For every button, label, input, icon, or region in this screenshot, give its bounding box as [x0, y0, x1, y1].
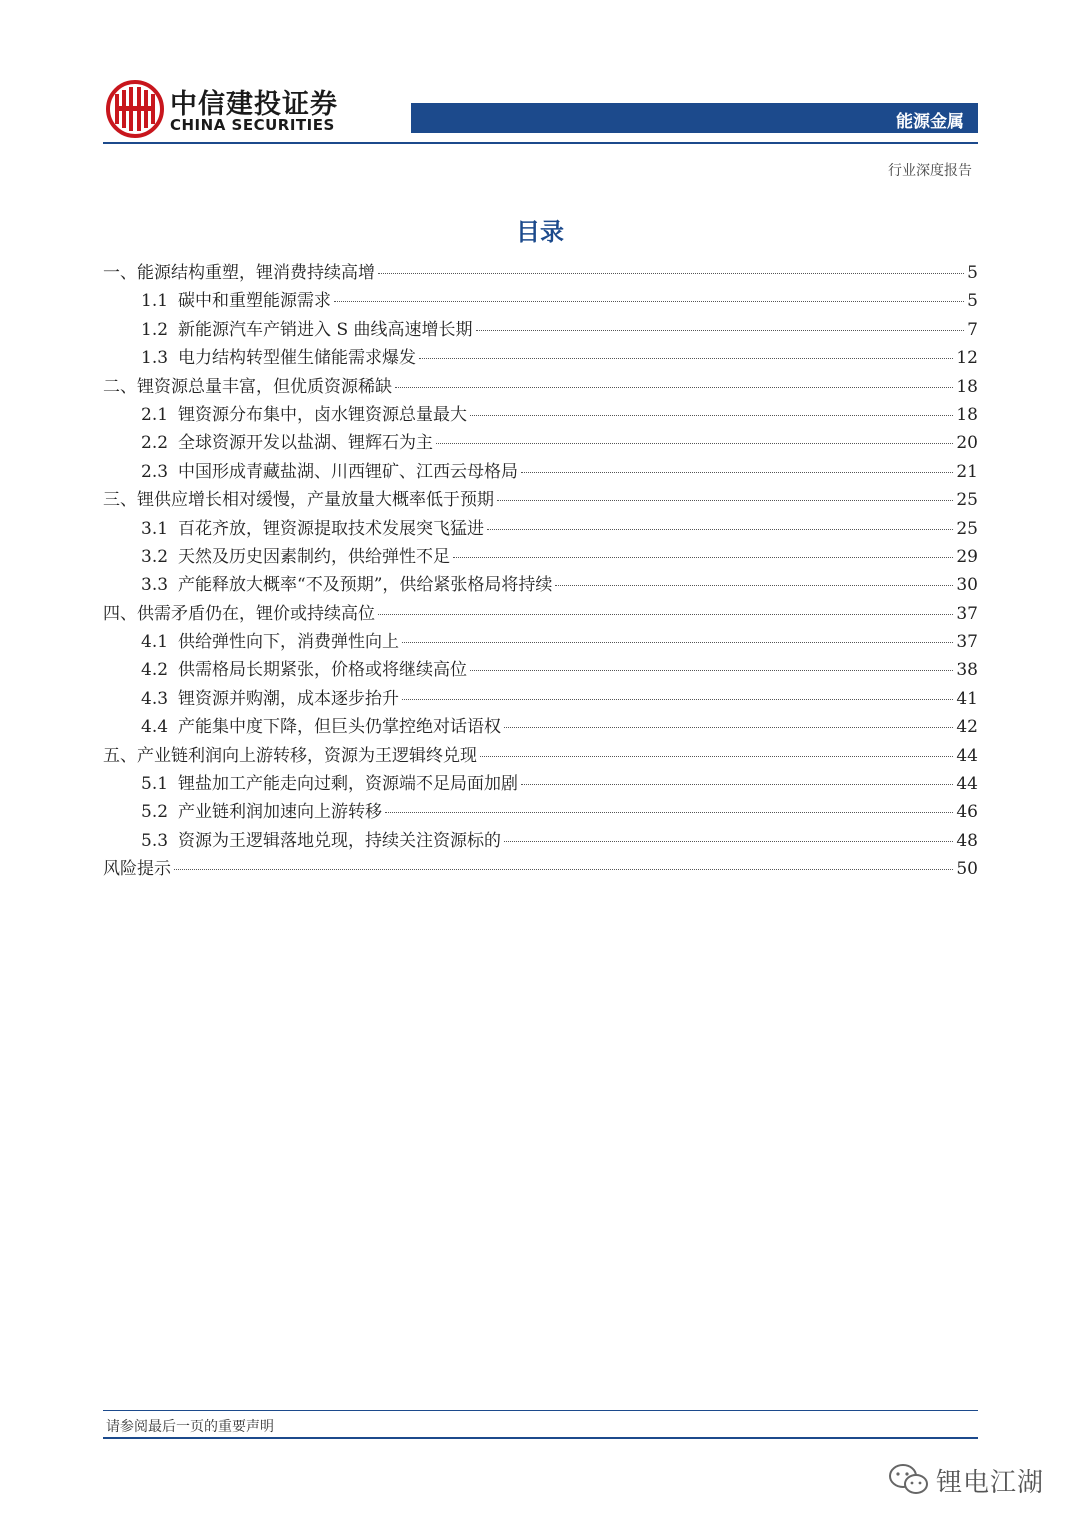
toc-page-number: 41: [956, 688, 978, 709]
toc-dot-leader: [470, 415, 953, 416]
toc-entry-number: 3.2: [141, 546, 169, 567]
toc-page-number: 7: [967, 319, 978, 340]
watermark: [888, 1460, 1058, 1500]
toc-entry-text: 五、产业链利润向上游转移，资源为王逻辑终兑现: [103, 745, 477, 766]
toc-entry-text: 全球资源开发以盐湖、锂辉石为主: [178, 433, 434, 454]
toc-entry[interactable]: [103, 854, 978, 882]
toc-dot-leader: [555, 585, 953, 586]
toc-page-number: 46: [956, 802, 978, 823]
toc-entry-label: [141, 343, 416, 368]
watermark-text: 锂电江湖: [936, 1468, 1045, 1498]
toc-page-number: 44: [956, 745, 978, 766]
toc-entry[interactable]: [103, 599, 978, 627]
toc-dot-leader: [174, 869, 953, 870]
toc-entry-label: [141, 315, 473, 340]
toc-entry-label: [103, 741, 477, 766]
toc-entry-label: [141, 400, 467, 425]
toc-dot-leader: [402, 642, 953, 643]
toc-dot-leader: [504, 727, 953, 728]
toc-entry-label: [103, 485, 494, 510]
toc-entry-number: 2.3: [141, 461, 169, 482]
report-type: 行业深度报告: [888, 163, 972, 179]
toc-entry-number: 5.2: [141, 802, 169, 823]
toc-dot-leader: [480, 756, 953, 757]
toc-entry-label: [103, 372, 392, 397]
toc-entry-text: 碳中和重塑能源需求: [178, 291, 332, 312]
toc-title: 目录: [516, 218, 564, 246]
logo-english-name: CHINA SECURITIES: [170, 116, 335, 134]
toc-entry-text: 锂资源并购潮，成本逐步抬升: [178, 688, 400, 709]
toc-page-number: 18: [956, 376, 978, 397]
toc-page-number: 18: [956, 404, 978, 425]
toc-entry-text: 锂资源分布集中，卤水锂资源总量最大: [178, 404, 468, 425]
toc-entry-number: 4.3: [141, 688, 169, 709]
toc-entry[interactable]: [103, 655, 978, 683]
toc-dot-leader: [378, 273, 964, 274]
toc-entry-text: 资源为王逻辑落地兑现，持续关注资源标的: [178, 830, 502, 851]
toc-entry[interactable]: [103, 627, 978, 655]
toc-entry-label: [141, 570, 552, 595]
toc-entry[interactable]: [103, 286, 978, 314]
toc-entry[interactable]: [103, 258, 978, 286]
toc-entry-text: 百花齐放，锂资源提取技术发展突飞猛进: [178, 518, 485, 539]
toc-entry-text: 中国形成青藏盐湖、川西锂矿、江西云母格局: [178, 461, 519, 482]
toc-entry-number: 1.3: [141, 348, 169, 369]
toc-page-number: 20: [956, 433, 978, 454]
header-divider: [103, 142, 978, 144]
toc-dot-leader: [497, 500, 953, 501]
toc-page-number: 5: [967, 263, 978, 283]
toc-entry-text: 一、能源结构重塑，锂消费持续高增: [103, 263, 375, 283]
toc-entry-text: 产业链利润加速向上游转移: [178, 802, 383, 823]
toc-entry-text: 锂盐加工产能走向过剩，资源端不足局面加剧: [178, 774, 519, 795]
toc-entry-number: 4.4: [141, 717, 169, 738]
toc-entry-label: [141, 684, 399, 709]
toc-entry[interactable]: [103, 570, 978, 598]
toc-page-number: 50: [956, 859, 978, 880]
toc-dot-leader: [395, 387, 953, 388]
toc-dot-leader: [504, 841, 953, 842]
toc-dot-leader: [402, 699, 953, 700]
toc-entry[interactable]: [103, 712, 978, 740]
toc-dot-leader: [385, 812, 953, 813]
toc-entry-label: [141, 542, 450, 567]
toc-page-number: 25: [956, 490, 978, 511]
toc-entry-label: [141, 627, 399, 652]
toc-dot-leader: [521, 472, 953, 473]
toc-dot-leader: [521, 784, 953, 785]
toc-entry-number: 5.1: [141, 774, 169, 795]
toc-entry-text: 供需格局长期紧张，价格或将继续高位: [178, 660, 468, 681]
toc-entry-number: 1.2: [141, 319, 169, 340]
toc-entry[interactable]: [103, 485, 978, 513]
toc-entry-text: 电力结构转型催生储能需求爆发: [178, 348, 417, 369]
toc-entry-label: [141, 457, 518, 482]
toc-entry-label: [141, 712, 501, 737]
toc-entry-label: [141, 514, 484, 539]
toc-entry[interactable]: [103, 542, 978, 570]
footer-divider-bottom: [103, 1437, 978, 1439]
toc-page-number: 30: [956, 575, 978, 596]
toc-page-number: 48: [956, 830, 978, 851]
toc-dot-leader: [436, 443, 953, 444]
toc-entry[interactable]: [103, 684, 978, 712]
toc-dot-leader: [487, 529, 953, 530]
toc-entry-label: [103, 854, 171, 879]
company-logo: [106, 80, 346, 140]
toc-entry-text: 供给弹性向下，消费弹性向上: [178, 632, 400, 653]
toc-page-number: 37: [956, 603, 978, 624]
toc-dot-leader: [476, 330, 965, 331]
toc-entry[interactable]: [103, 400, 978, 428]
toc-page-number: 12: [956, 348, 978, 369]
category-banner: [411, 103, 978, 133]
toc-entry-text: 三、锂供应增长相对缓慢，产量放量大概率低于预期: [103, 490, 494, 511]
toc-entry-text: 新能源汽车产销进入 S 曲线高速增长期: [178, 319, 473, 340]
toc-entry-label: [103, 258, 375, 283]
toc-entry-number: 4.1: [141, 632, 169, 653]
toc-entry[interactable]: [103, 826, 978, 854]
toc-dot-leader: [378, 614, 953, 615]
toc-entry[interactable]: [103, 769, 978, 797]
toc-entry-number: 3.3: [141, 575, 169, 596]
toc-page-number: 5: [967, 291, 978, 312]
table-of-contents: [103, 258, 978, 883]
logo-chinese-name: 中信建投证券: [170, 89, 338, 120]
toc-entry-number: 5.3: [141, 830, 169, 851]
toc-entry[interactable]: [103, 741, 978, 769]
toc-entry[interactable]: [103, 797, 978, 825]
toc-page-number: 21: [956, 461, 978, 482]
toc-entry-text: 产能集中度下降，但巨头仍掌控绝对话语权: [178, 717, 502, 738]
page-header: [0, 0, 1080, 190]
toc-entry-label: [141, 286, 331, 311]
toc-entry[interactable]: [103, 514, 978, 542]
toc-entry[interactable]: [103, 315, 978, 343]
toc-page-number: 29: [956, 546, 978, 567]
toc-dot-leader: [419, 358, 953, 359]
toc-entry-label: [141, 769, 518, 794]
disclaimer-note: 请参阅最后一页的重要声明: [106, 1419, 274, 1435]
toc-page-number: 37: [956, 632, 978, 653]
wechat-icon: [888, 1462, 930, 1496]
toc-entry-label: [141, 797, 382, 822]
toc-entry-number: 3.1: [141, 518, 169, 539]
toc-dot-leader: [334, 301, 964, 302]
footer-divider-top: [103, 1410, 978, 1411]
toc-entry[interactable]: [103, 428, 978, 456]
toc-entry[interactable]: [103, 457, 978, 485]
toc-entry[interactable]: [103, 343, 978, 371]
toc-page-number: 42: [956, 717, 978, 738]
toc-entry-label: [141, 655, 467, 680]
toc-entry-label: [141, 428, 433, 453]
toc-entry-label: [141, 826, 501, 851]
toc-entry-number: 2.1: [141, 404, 169, 425]
toc-page-number: 44: [956, 774, 978, 795]
toc-entry-label: [103, 599, 375, 624]
toc-entry-text: 风险提示: [103, 859, 171, 880]
toc-entry-text: 天然及历史因素制约，供给弹性不足: [178, 546, 451, 567]
toc-entry-number: 1.1: [141, 291, 169, 312]
citic-logo-icon: [106, 80, 164, 138]
category-label: 能源金属: [896, 112, 964, 132]
toc-entry[interactable]: [103, 372, 978, 400]
toc-entry-number: 4.2: [141, 660, 169, 681]
toc-entry-text: 二、锂资源总量丰富，但优质资源稀缺: [103, 376, 392, 397]
toc-page-number: 38: [956, 660, 978, 681]
toc-entry-text: 四、供需矛盾仍在，锂价或持续高位: [103, 603, 375, 624]
toc-entry-number: 2.2: [141, 433, 169, 454]
toc-entry-text: 产能释放大概率“不及预期”，供给紧张格局将持续: [178, 575, 553, 596]
toc-dot-leader: [453, 557, 953, 558]
toc-page-number: 25: [956, 518, 978, 539]
toc-dot-leader: [470, 670, 953, 671]
